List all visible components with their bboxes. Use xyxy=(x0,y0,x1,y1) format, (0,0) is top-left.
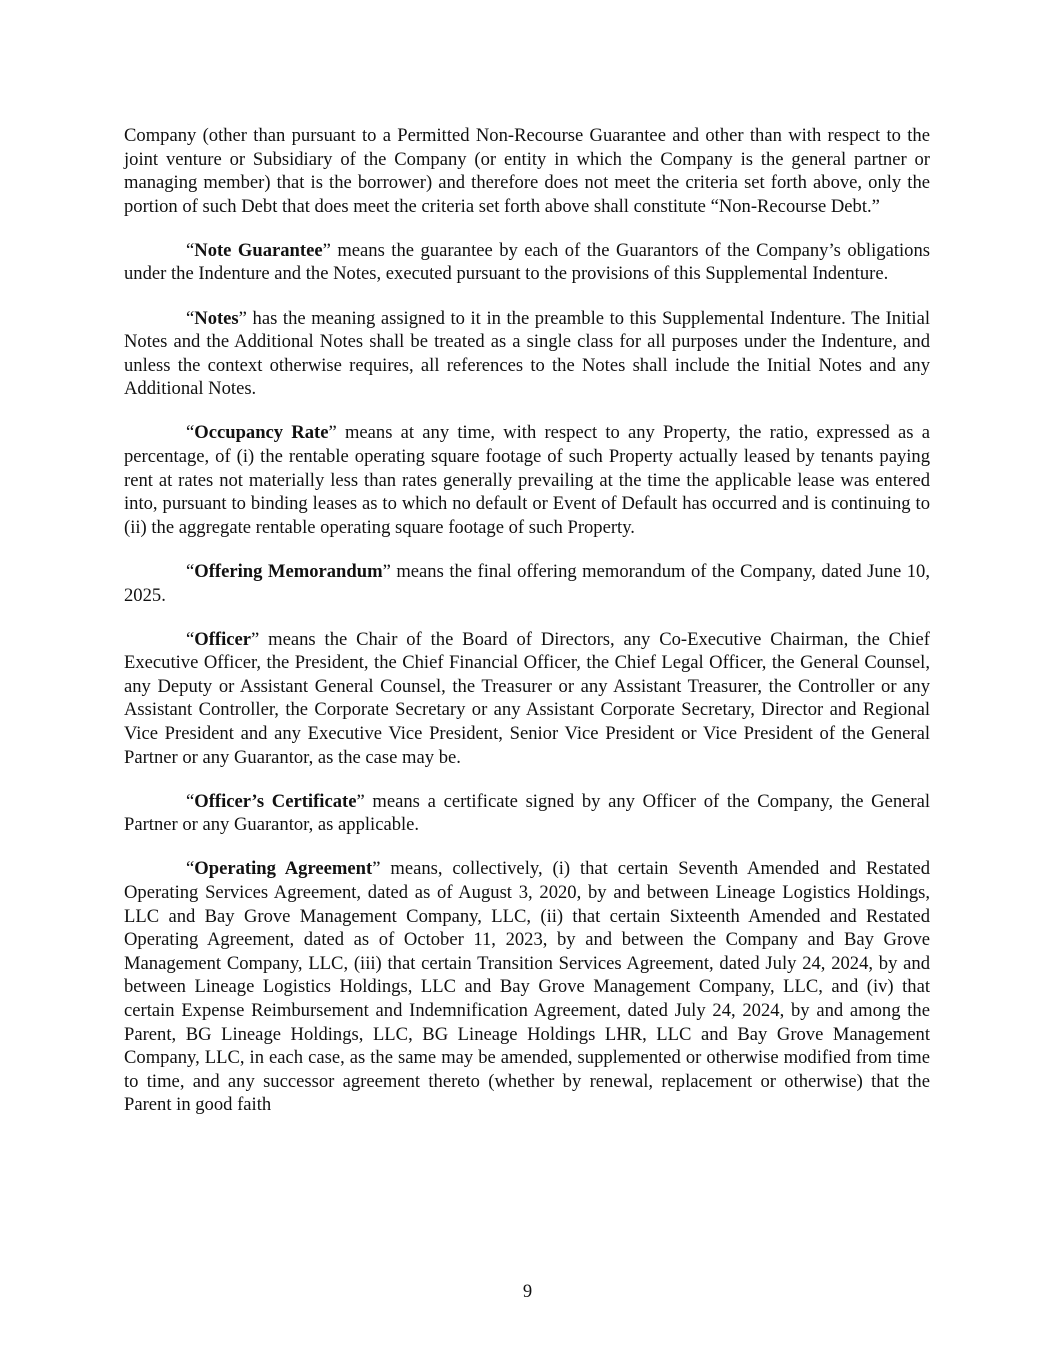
definition-text: has the meaning assigned to it in the preamble to this Supplemental Indenture. The Initial Notes and the Additional Notes shall be treated as a single class for all purposes under the Indenture, and unless the context otherwise requires, all references to the Notes shall include the Initial Notes and any Additional Notes. xyxy=(124,307,930,400)
definition-text: means the final offering memorandum of the Company, dated June 10, 2025. xyxy=(124,560,930,606)
paragraph-non-recourse-debt-continuation xyxy=(124,124,930,218)
definition-text: means, collectively, (i) that certain Seventh Amended and Restated Operating Services Agreement, dated as of August 3, 2020, by and between Lineage Logistics Holdings, LLC and Bay Grove Management Company, LLC, (ii) that certain Sixteenth Amended and Restated Operating Agreement, dated as of October 11, 2023, by and between the Company and Bay Grove Management Company, LLC, (iii) that certain Transition Services Agreement, dated July 24, 2024, by and between Lineage Logistics Holdings, LLC and Bay Grove Management Company, LLC, and (iv) that certain Expense Reimbursement and Indemnification Agreement, dated July 24, 2024, by and among the Parent, BG Lineage Holdings, LLC, BG Lineage Holdings LHR, LLC and Bay Grove Management Company, LLC, in each case, as the same may be amended, supplemented or otherwise modified from time to time, and any successor agreement thereto (whether by renewal, replacement or otherwise) that the Parent in good faith xyxy=(124,858,931,1116)
defined-term: Notes xyxy=(194,307,239,329)
definition-officer: “Officer” means the Chair of the Board of Directors, any Co-Executive Chairman, the Chief Executive Officer, the President, the Chief Financial Officer, the Chief Legal Officer, the General Counsel, any Deputy or Assistant General Counsel, the Treasurer or any Assistant Treasurer, the Controller or any Assistant Controller, the Corporate Secretary or any Assistant Corporate Secretary, Director and Regional Vice President and any Executive Vice President, Senior Vice President or Vice President of the General Partner or any Guarantor, as the case may be. xyxy=(124,628,930,768)
defined-term: Occupancy Rate xyxy=(194,422,329,444)
definition-text: means the guarantee by each of the Guarantors of the Company’s obligations under the Indenture and the Notes, executed pursuant to the provisions of this Supplemental Indenture. xyxy=(124,239,930,285)
defined-term: Offering Memorandum xyxy=(194,560,383,582)
paragraph-text: Company (other than pursuant to a Permitted Non-Recourse Guarantee and other than with respect to the joint venture or Subsidiary of the Company (or entity in which the Company is the general partner or managing member) that is the borrower) and therefore does not meet the criteria set forth above, only the portion of such Debt that does meet the criteria set forth above shall constitute “Non-Recourse Debt.” xyxy=(124,125,930,217)
definition-text: means a certificate signed by any Officer of the Company, the General Partner or any Guarantor, as applicable. xyxy=(124,790,930,836)
definition-offering-memorandum: “Offering Memorandum” means the final offering memorandum of the Company, dated June 10, 2025. xyxy=(124,560,930,606)
defined-term: Operating Agreement xyxy=(194,858,373,880)
page-number: 9 xyxy=(522,1281,533,1302)
definition-operating-agreement: “Operating Agreement” means, collectively, (i) that certain Seventh Amended and Restated Operating Services Agreement, dated as of August 3, 2020, by and between Lineage Logistics Holdings, LLC and Bay Grove Management Company, LLC, (ii) that certain Sixteenth Amended and Restated Operating Agreement, dated as of October 11, 2023, by and between the Company and Bay Grove Management Company, LLC, (iii) that certain Transition Services Agreement, dated July 24, 2024, by and between Lineage Logistics Holdings, LLC and Bay Grove Management Company, LLC, and (iv) that certain Expense Reimbursement and Indemnification Agreement, dated July 24, 2024, by and among the Parent, BG Lineage Holdings, LLC, BG Lineage Holdings LHR, LLC and Bay Grove Management Company, LLC, in each case, as the same may be amended, supplemented or otherwise modified from time to time, and any successor agreement thereto (whether by renewal, replacement or otherwise) that the Parent in good faith xyxy=(124,858,931,1116)
definition-notes: “Notes” has the meaning assigned to it in the preamble to this Supplemental Indenture. The Initial Notes and the Additional Notes shall be treated as a single class for all purposes under the Indenture, and unless the context otherwise requires, all references to the Notes shall include the Initial Notes and any Additional Notes. xyxy=(124,307,930,400)
definition-text: means the Chair of the Board of Directors, any Co-Executive Chairman, the Chief Executive Officer, the President, the Chief Financial Officer, the Chief Legal Officer, the General Counsel, any Deputy or Assistant General Counsel, the Treasurer or any Assistant Treasurer, the Controller or any Assistant Controller, the Corporate Secretary or any Assistant Corporate Secretary, Director and Regional Vice President and any Executive Vice President, Senior Vice President or Vice President of the General Partner or any Guarantor, as the case may be. xyxy=(124,628,930,768)
definition-text: means at any time, with respect to any Property, the ratio, expressed as a percentage, of (i) the rentable operating square footage of such Property actually leased by tenants paying rent at rates not materially less than rates generally prevailing at the time the applicable lease was entered into, pursuant to binding leases as to which no default or Event of Default has occurred and is continuing to (ii) the aggregate rentable operating square footage of such Property. xyxy=(124,422,931,538)
defined-term: Officer xyxy=(194,628,252,650)
definition-note-guarantee: “Note Guarantee” means the guarantee by each of the Guarantors of the Company’s obligations under the Indenture and the Notes, executed pursuant to the provisions of this Supplemental Indenture. xyxy=(124,239,930,285)
document-body xyxy=(124,124,930,1137)
definition-officers-certificate: “Officer’s Certificate” means a certificate signed by any Officer of the Company, the General Partner or any Guarantor, as applicable. xyxy=(124,790,930,836)
defined-term: Officer’s Certificate xyxy=(194,790,357,812)
defined-term: Note Guarantee xyxy=(194,239,323,261)
definition-occupancy-rate: “Occupancy Rate” means at any time, with respect to any Property, the ratio, expressed as a percentage, of (i) the rentable operating square footage of such Property actually leased by tenants paying rent at rates not materially less than rates generally prevailing at the time the applicable lease was entered into, pursuant to binding leases as to which no default or Event of Default has occurred and is continuing to (ii) the aggregate rentable operating square footage of such Property. xyxy=(124,422,931,538)
